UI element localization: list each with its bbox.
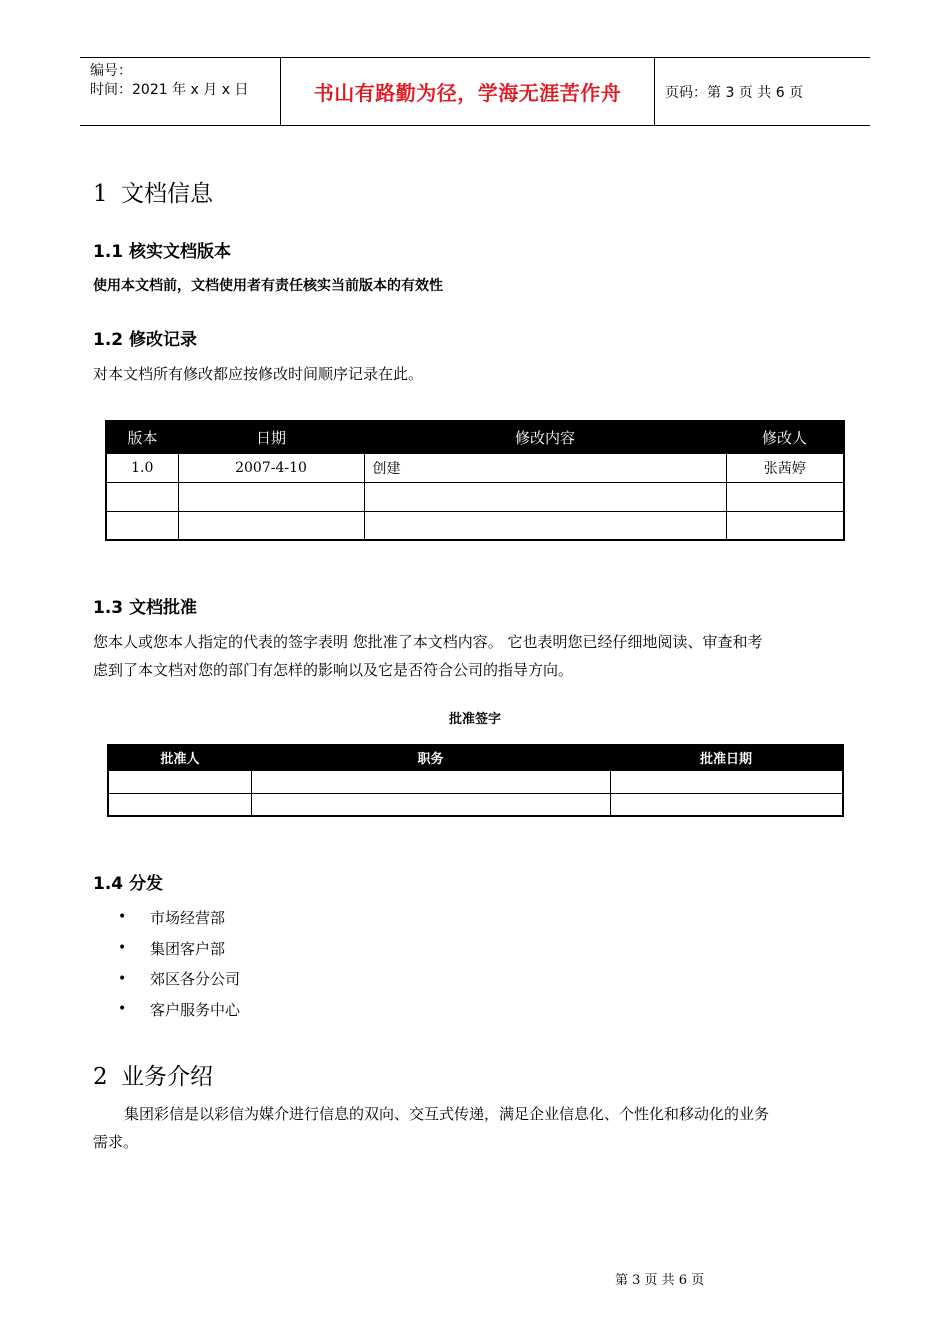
- bullet-icon: •: [118, 909, 127, 926]
- section-1-1-title: 1.1 核实文档版本: [93, 242, 232, 262]
- table-cell: [108, 770, 251, 793]
- header-motto: 书山有路勤为径，学海无涯苦作舟: [281, 58, 655, 125]
- list-item: [118, 994, 240, 1025]
- section-2-title: 业务介绍: [121, 1064, 213, 1090]
- table-cell: [178, 482, 364, 511]
- list-item-label: 市场经营部: [150, 908, 226, 927]
- approval-table-header: [108, 745, 843, 770]
- section-1-4-title: 1.4 分发: [93, 874, 164, 894]
- table-cell: 创建: [364, 453, 726, 482]
- section-1-1-text: 使用本文档前，文档使用者有责任核实当前版本的有效性: [93, 278, 443, 294]
- bullet-icon: •: [118, 1001, 127, 1018]
- list-item: [118, 933, 240, 964]
- col-header-modifier: 修改人: [726, 421, 844, 453]
- section-1-3-text-line-2: 虑到了本文档对您的部门有怎样的影响以及它是否符合公司的指导方向。: [93, 661, 574, 679]
- header-meta: [80, 58, 281, 125]
- table-cell: 1.0: [106, 453, 178, 482]
- list-item: [118, 902, 240, 933]
- list-item-label: 集团客户部: [150, 939, 226, 958]
- header-time: 时间：2021 年 x 月 x 日: [90, 82, 249, 98]
- section-1-2-text: 对本文档所有修改都应按修改时间顺序记录在此。: [93, 365, 424, 383]
- table-cell: 张茜婷: [726, 453, 844, 482]
- table-cell: [251, 793, 610, 816]
- bullet-icon: •: [118, 970, 127, 987]
- section-2-heading: [93, 1058, 213, 1091]
- table-row: [108, 793, 843, 816]
- col-header-approval-date: 批准日期: [610, 745, 843, 770]
- page-footer: 第 3 页 共 6 页: [615, 1273, 705, 1288]
- section-2-text-line-1: 集团彩信是以彩信为媒介进行信息的双向、交互式传递，满足企业信息化、个性化和移动化的业务: [124, 1105, 770, 1123]
- page-header: [80, 57, 870, 126]
- table-row: [106, 511, 844, 540]
- header-number: 编号：: [90, 63, 132, 79]
- table-cell: [108, 793, 251, 816]
- revision-table: [105, 420, 845, 541]
- distribution-list: [118, 902, 240, 1025]
- table-cell: [106, 482, 178, 511]
- approval-table: [107, 744, 844, 817]
- approval-caption: 批准签字: [448, 712, 501, 727]
- section-2-text-line-2: 需求。: [93, 1133, 139, 1151]
- section-1-number: 1: [93, 181, 108, 207]
- section-1-title: 文档信息: [121, 181, 213, 207]
- table-cell: [610, 793, 843, 816]
- section-2-number: 2: [93, 1064, 108, 1090]
- table-row: [106, 453, 844, 482]
- table-cell: [364, 482, 726, 511]
- table-cell: [726, 482, 844, 511]
- list-item: [118, 963, 240, 994]
- revision-table-header: [106, 421, 844, 453]
- table-cell: 2007-4-10: [178, 453, 364, 482]
- bullet-icon: •: [118, 940, 127, 957]
- col-header-approver: 批准人: [108, 745, 251, 770]
- table-cell: [106, 511, 178, 540]
- table-cell: [178, 511, 364, 540]
- table-row: [108, 770, 843, 793]
- col-header-date: 日期: [178, 421, 364, 453]
- header-page-info: 页码：第 3 页 共 6 页: [665, 84, 804, 101]
- table-cell: [364, 511, 726, 540]
- section-1-heading: [93, 175, 213, 208]
- section-1-3-text-line-1: 您本人或您本人指定的代表的签字表明 您批准了本文档内容。 它也表明您已经仔细地阅读、审查和考: [93, 633, 763, 651]
- table-cell: [251, 770, 610, 793]
- section-1-2-title: 1.2 修改记录: [93, 330, 198, 350]
- list-item-label: 郊区各分公司: [150, 970, 241, 989]
- col-header-position: 职务: [251, 745, 610, 770]
- table-row: [106, 482, 844, 511]
- section-1-3-title: 1.3 文档批准: [93, 598, 198, 618]
- list-item-label: 客户服务中心: [150, 1000, 241, 1019]
- col-header-version: 版本: [106, 421, 178, 453]
- table-cell: [610, 770, 843, 793]
- col-header-content: 修改内容: [364, 421, 726, 453]
- table-cell: [726, 511, 844, 540]
